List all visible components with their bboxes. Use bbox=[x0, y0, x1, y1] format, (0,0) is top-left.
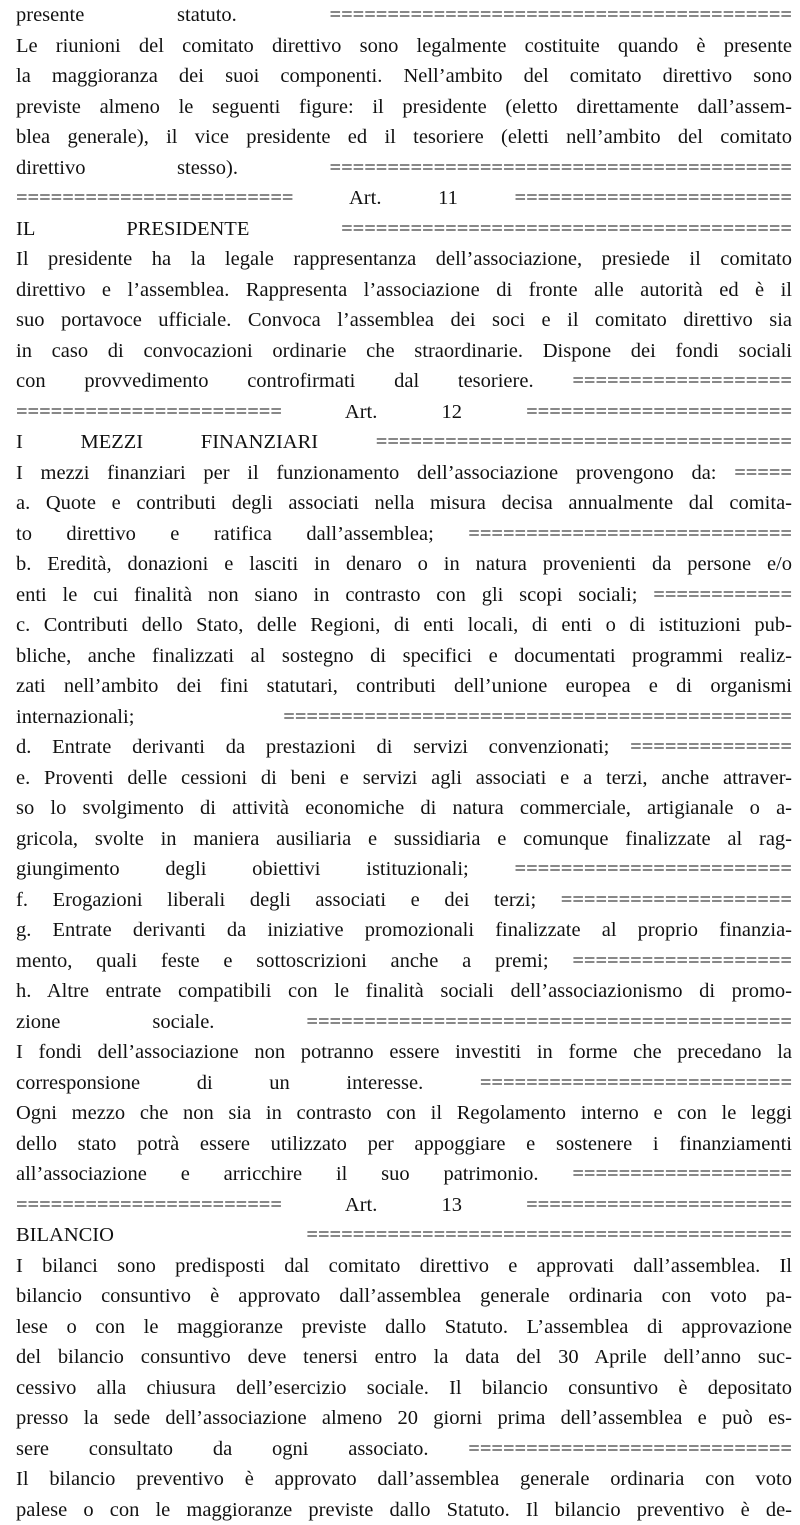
text-line: in caso di convocazioni ordinarie che straordinarie. Dispone dei fondi sociali bbox=[16, 336, 792, 367]
text-line: Le riunioni del comitato direttivo sono legalmente costituite quando è presente bbox=[16, 31, 792, 62]
text-line: cessivo alla chiusura dell’esercizio sociale. Il bilancio consuntivo è depositato bbox=[16, 1373, 792, 1404]
text-line: Ogni mezzo che non sia in contrasto con il Regolamento interno e con le leggi bbox=[16, 1098, 792, 1129]
text-line: I mezzi finanziari per il funzionamento dell’associazione provengono da: ===== bbox=[16, 458, 792, 489]
text-line: e. Proventi delle cessioni di beni e servizi agli associati e a terzi, anche attraver- bbox=[16, 763, 792, 794]
text-line: presso la sede dell’associazione almeno 20 giorni prima dell’assemblea e può es- bbox=[16, 1403, 792, 1434]
text-line: con provvedimento controfirmati dal tesoriere. =================== bbox=[16, 366, 792, 397]
text-line: Il presidente ha la legale rappresentanza dell’associazione, presiede il comitato bbox=[16, 244, 792, 275]
section-heading: I MEZZI FINANZIARI ==================================== bbox=[16, 427, 792, 458]
text-line: enti le cui finalità non siano in contrasto con gli scopi sociali; ============ bbox=[16, 580, 792, 611]
text-line: I fondi dell’associazione non potranno essere investiti in forme che precedano la bbox=[16, 1037, 792, 1068]
text-line: zione sociale. ========================================== bbox=[16, 1007, 792, 1038]
text-line: direttivo e l’assemblea. Rappresenta l’associazione di fronte alle autorità ed è il bbox=[16, 275, 792, 306]
text-line: zati nell’ambito dei fini statutari, contributi dell’unione europea e di organismi bbox=[16, 671, 792, 702]
text-line: blea generale), il vice presidente ed il tesoriere (eletti nell’ambito del comitato bbox=[16, 122, 792, 153]
document-page bbox=[16, 0, 792, 1525]
text-line: gricola, svolte in maniera ausiliaria e sussidiaria e comunque finalizzate al rag- bbox=[16, 824, 792, 855]
section-heading: IL PRESIDENTE ======================================= bbox=[16, 214, 792, 245]
article-number-line: ======================= Art. 13 ======================= bbox=[16, 1190, 792, 1221]
article-number-line: ======================== Art. 11 ======================== bbox=[16, 183, 792, 214]
text-line: giungimento degli obiettivi istituzionali; ======================== bbox=[16, 854, 792, 885]
text-line: h. Altre entrate compatibili con le finalità sociali dell’associazionismo di promo- bbox=[16, 976, 792, 1007]
text-line: presente statuto. ======================================== bbox=[16, 0, 792, 31]
text-line: I bilanci sono predisposti dal comitato direttivo e approvati dall’assemblea. Il bbox=[16, 1251, 792, 1282]
text-line: corresponsione di un interesse. =========================== bbox=[16, 1068, 792, 1099]
text-line: all’associazione e arricchire il suo patrimonio. =================== bbox=[16, 1159, 792, 1190]
text-line: internazionali; ============================================ bbox=[16, 702, 792, 733]
text-line: so lo svolgimento di attività economiche di natura commerciale, artigianale o a- bbox=[16, 793, 792, 824]
text-line: palese o con le maggioranze previste dallo Statuto. Il bilancio preventivo è de- bbox=[16, 1495, 792, 1525]
text-line: previste almeno le seguenti figure: il presidente (eletto direttamente dall’assem- bbox=[16, 92, 792, 123]
text-line: direttivo stesso). ======================================== bbox=[16, 153, 792, 184]
text-line: f. Erogazioni liberali degli associati e dei terzi; ==================== bbox=[16, 885, 792, 916]
text-line: sere consultato da ogni associato. ============================ bbox=[16, 1434, 792, 1465]
text-line: b. Eredità, donazioni e lasciti in denaro o in natura provenienti da persone e/o bbox=[16, 549, 792, 580]
text-line: bliche, anche finalizzati al sostegno di specifici e documentati programmi realiz- bbox=[16, 641, 792, 672]
text-line: a. Quote e contributi degli associati nella misura decisa annualmente dal comita- bbox=[16, 488, 792, 519]
text-line: to direttivo e ratifica dall’assemblea; ============================ bbox=[16, 519, 792, 550]
text-line: bilancio consuntivo è approvato dall’assemblea generale ordinaria con voto pa- bbox=[16, 1281, 792, 1312]
text-line: lese o con le maggioranze previste dallo Statuto. L’assemblea di approvazione bbox=[16, 1312, 792, 1343]
article-number-line: ======================= Art. 12 ======================= bbox=[16, 397, 792, 428]
text-line: c. Contributi dello Stato, delle Regioni, di enti locali, di enti o di istituzioni pub- bbox=[16, 610, 792, 641]
section-heading: BILANCIO ========================================== bbox=[16, 1220, 792, 1251]
text-line: suo portavoce ufficiale. Convoca l’assemblea dei soci e il comitato direttivo sia bbox=[16, 305, 792, 336]
text-line: g. Entrate derivanti da iniziative promozionali finalizzate al proprio finanzia- bbox=[16, 915, 792, 946]
text-line: dello stato potrà essere utilizzato per appoggiare e sostenere i finanziamenti bbox=[16, 1129, 792, 1160]
text-line: d. Entrate derivanti da prestazioni di servizi convenzionati; ============== bbox=[16, 732, 792, 763]
text-line: Il bilancio preventivo è approvato dall’assemblea generale ordinaria con voto bbox=[16, 1464, 792, 1495]
text-line: la maggioranza dei suoi componenti. Nell’ambito del comitato direttivo sono bbox=[16, 61, 792, 92]
text-line: del bilancio consuntivo deve tenersi entro la data del 30 Aprile dell’anno suc- bbox=[16, 1342, 792, 1373]
text-line: mento, quali feste e sottoscrizioni anche a premi; =================== bbox=[16, 946, 792, 977]
